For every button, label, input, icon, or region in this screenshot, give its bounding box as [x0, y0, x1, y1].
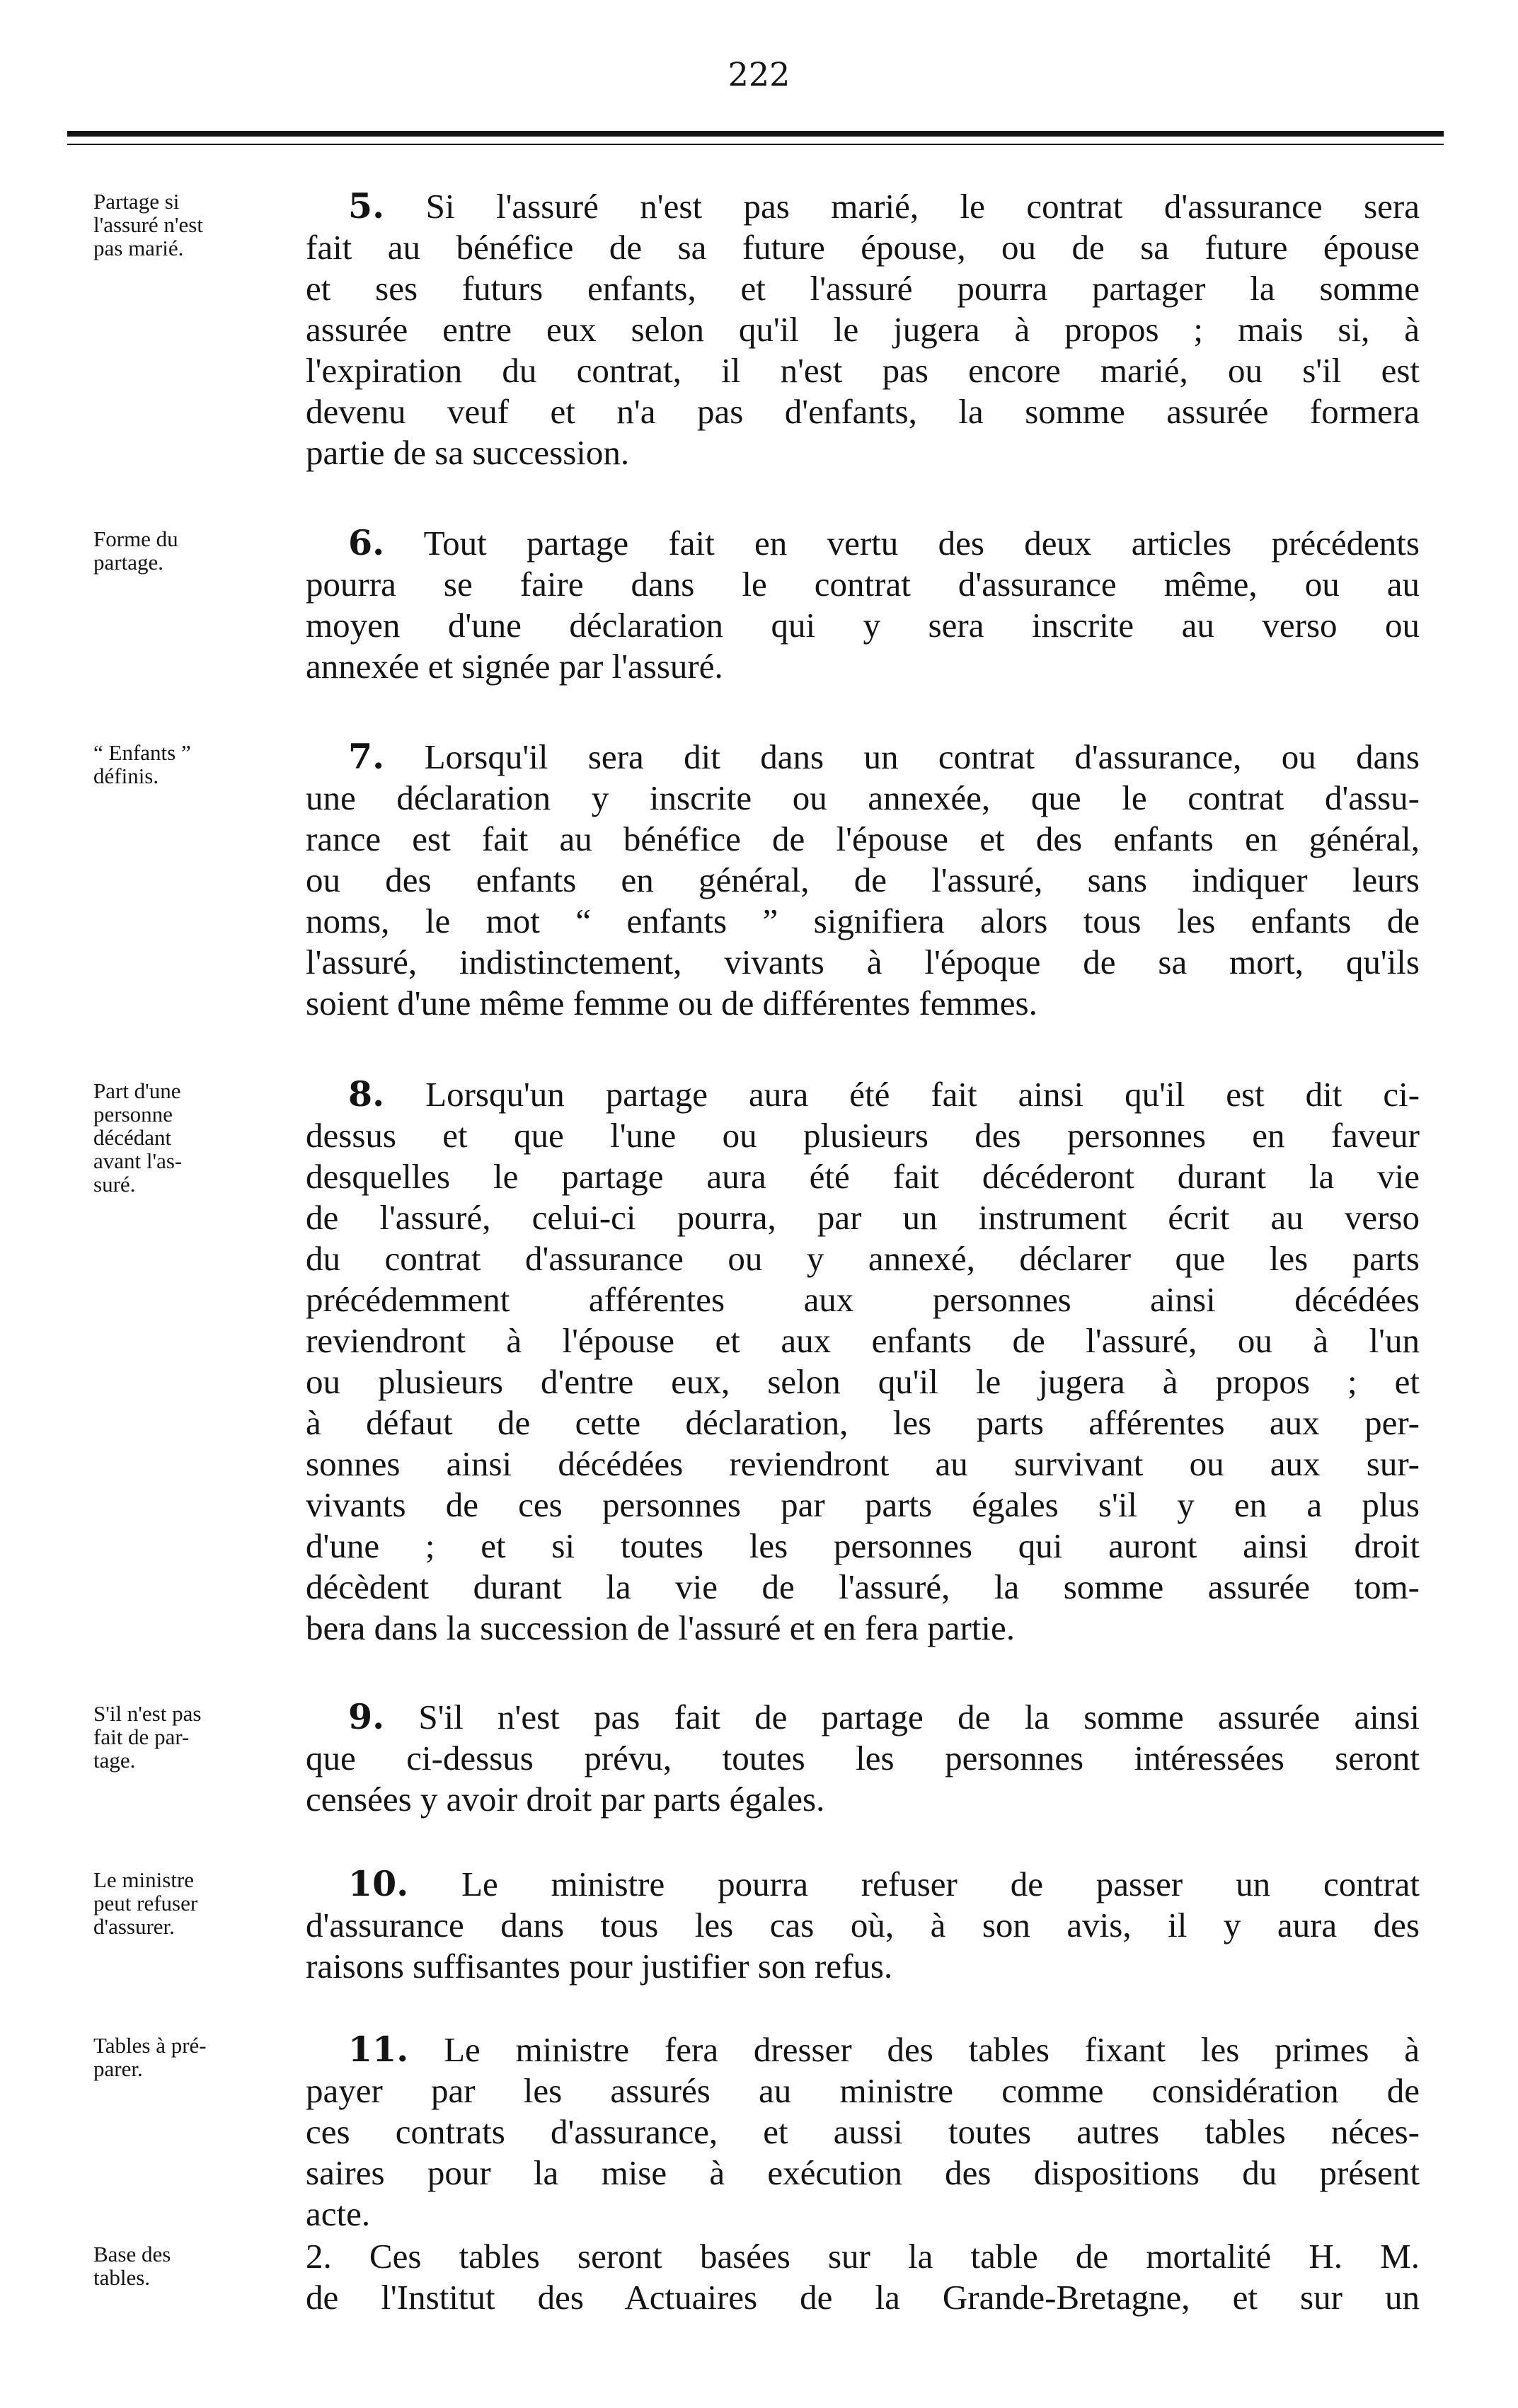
page-number: 222 [728, 55, 790, 93]
section-number: 7. [348, 736, 385, 777]
section-number: 5. [348, 185, 385, 226]
header-rule-thick [67, 131, 1444, 137]
section-number: 10. [348, 1863, 409, 1904]
section-number: 11. [348, 2029, 409, 2070]
section-7-paragraph: 7. Lorsqu'il sera dit dans un contrat d'assurance, ou dans une déclaration y inscrite ou annexée, que le contrat d'assu- rance est fait au bénéfice de l'épouse et des enfants en général, ou des enfants en général, de l'assuré, sans indiquer leurs noms, le mot “ enfants ” signifiera alors tous les enfants de l'assuré, indistinctement, vivants à l'époque de sa mort, qu'ils soient d'une même femme ou de différentes femmes. [306, 736, 1420, 1022]
section-11-paragraph: 11. Le ministre fera dresser des tables fixant les primes à payer par les assurés au ministre comme considération de ces contrats d'assurance, et aussi toutes autres tables néces- saires pour la mise à exécution des dispositions du présent acte. [306, 2029, 1420, 2233]
header-rule-thin [67, 144, 1444, 145]
margin-note-section-10: Le ministre peut refuser d'assurer. [93, 1867, 198, 1939]
section-number: 6. [348, 522, 385, 563]
margin-note-section-11: Tables à pré- parer. [93, 2033, 207, 2081]
margin-note-section-5: Partage si l'assuré n'est pas marié. [93, 189, 203, 260]
section-6-paragraph: 6. Tout partage fait en vertu des deux articles précédents pourra se faire dans le contrat d'assurance même, ou au moyen d'une déclaration qui y sera inscrite au verso ou annexée et signée par l'assuré. [306, 522, 1420, 686]
margin-note-section-6: Forme du partage. [93, 526, 178, 575]
section-number: 8. [348, 1073, 385, 1114]
subsection-2-paragraph: 2. Ces tables seront basées sur la table de mortalité H. M. de l'Institut des Actuaires de la Grande-Bretagne, et sur un [306, 2237, 1420, 2317]
margin-note-subsection-2: Base des tables. [93, 2242, 171, 2290]
section-5-paragraph: 5. Si l'assuré n'est pas marié, le contrat d'assurance sera fait au bénéfice de sa future épouse, ou de sa future épouse et ses futurs enfants, et l'assuré pourra partager la somme assurée entre eux selon qu'il le jugera à propos ; mais si, à l'expiration du contrat, il n'est pas encore marié, ou s'il est devenu veuf et n'a pas d'enfants, la somme assurée formera partie de sa succession. [306, 185, 1420, 472]
margin-note-section-7: “ Enfants ” définis. [93, 740, 191, 788]
subsection-number: 2. [306, 2237, 332, 2276]
margin-note-section-8: Part d'une personne décédant avant l'as- suré. [93, 1078, 183, 1197]
margin-note-section-9: S'il n'est pas fait de par- tage. [93, 1701, 202, 1773]
section-9-paragraph: 9. S'il n'est pas fait de partage de la somme assurée ainsi que ci-dessus prévu, toutes les personnes intéressées seront censées y avoir droit par parts égales. [306, 1696, 1420, 1819]
section-10-paragraph: 10. Le ministre pourra refuser de passer un contrat d'assurance dans tous les cas où, à son avis, il y aura des raisons suffisantes pour justifier son refus. [306, 1863, 1420, 1986]
section-8-paragraph: 8. Lorsqu'un partage aura été fait ainsi qu'il est dit ci- dessus et que l'une ou plusieurs des personnes en faveur desquelles le partage aura été fait décéderont durant la vie de l'assuré, celui-ci pourra, par un instrument écrit au verso du contrat d'assurance ou y annexé, déclarer que les parts précédemment afférentes aux personnes ainsi décédées reviendront à l'épouse et aux enfants de l'assuré, ou à l'un ou plusieurs d'entre eux, selon qu'il le jugera à propos ; et à défaut de cette déclaration, les parts afférentes aux per- sonnes ainsi décédées reviendront au survivant ou aux sur- vivants de ces personnes par parts égales s'il y en a plus d'une ; et si toutes les personnes qui auront ainsi droit décèdent durant la vie de l'assuré, la somme assurée tom- bera dans la succession de l'assuré et en fera partie. [306, 1073, 1420, 1647]
section-number: 9. [348, 1696, 385, 1737]
